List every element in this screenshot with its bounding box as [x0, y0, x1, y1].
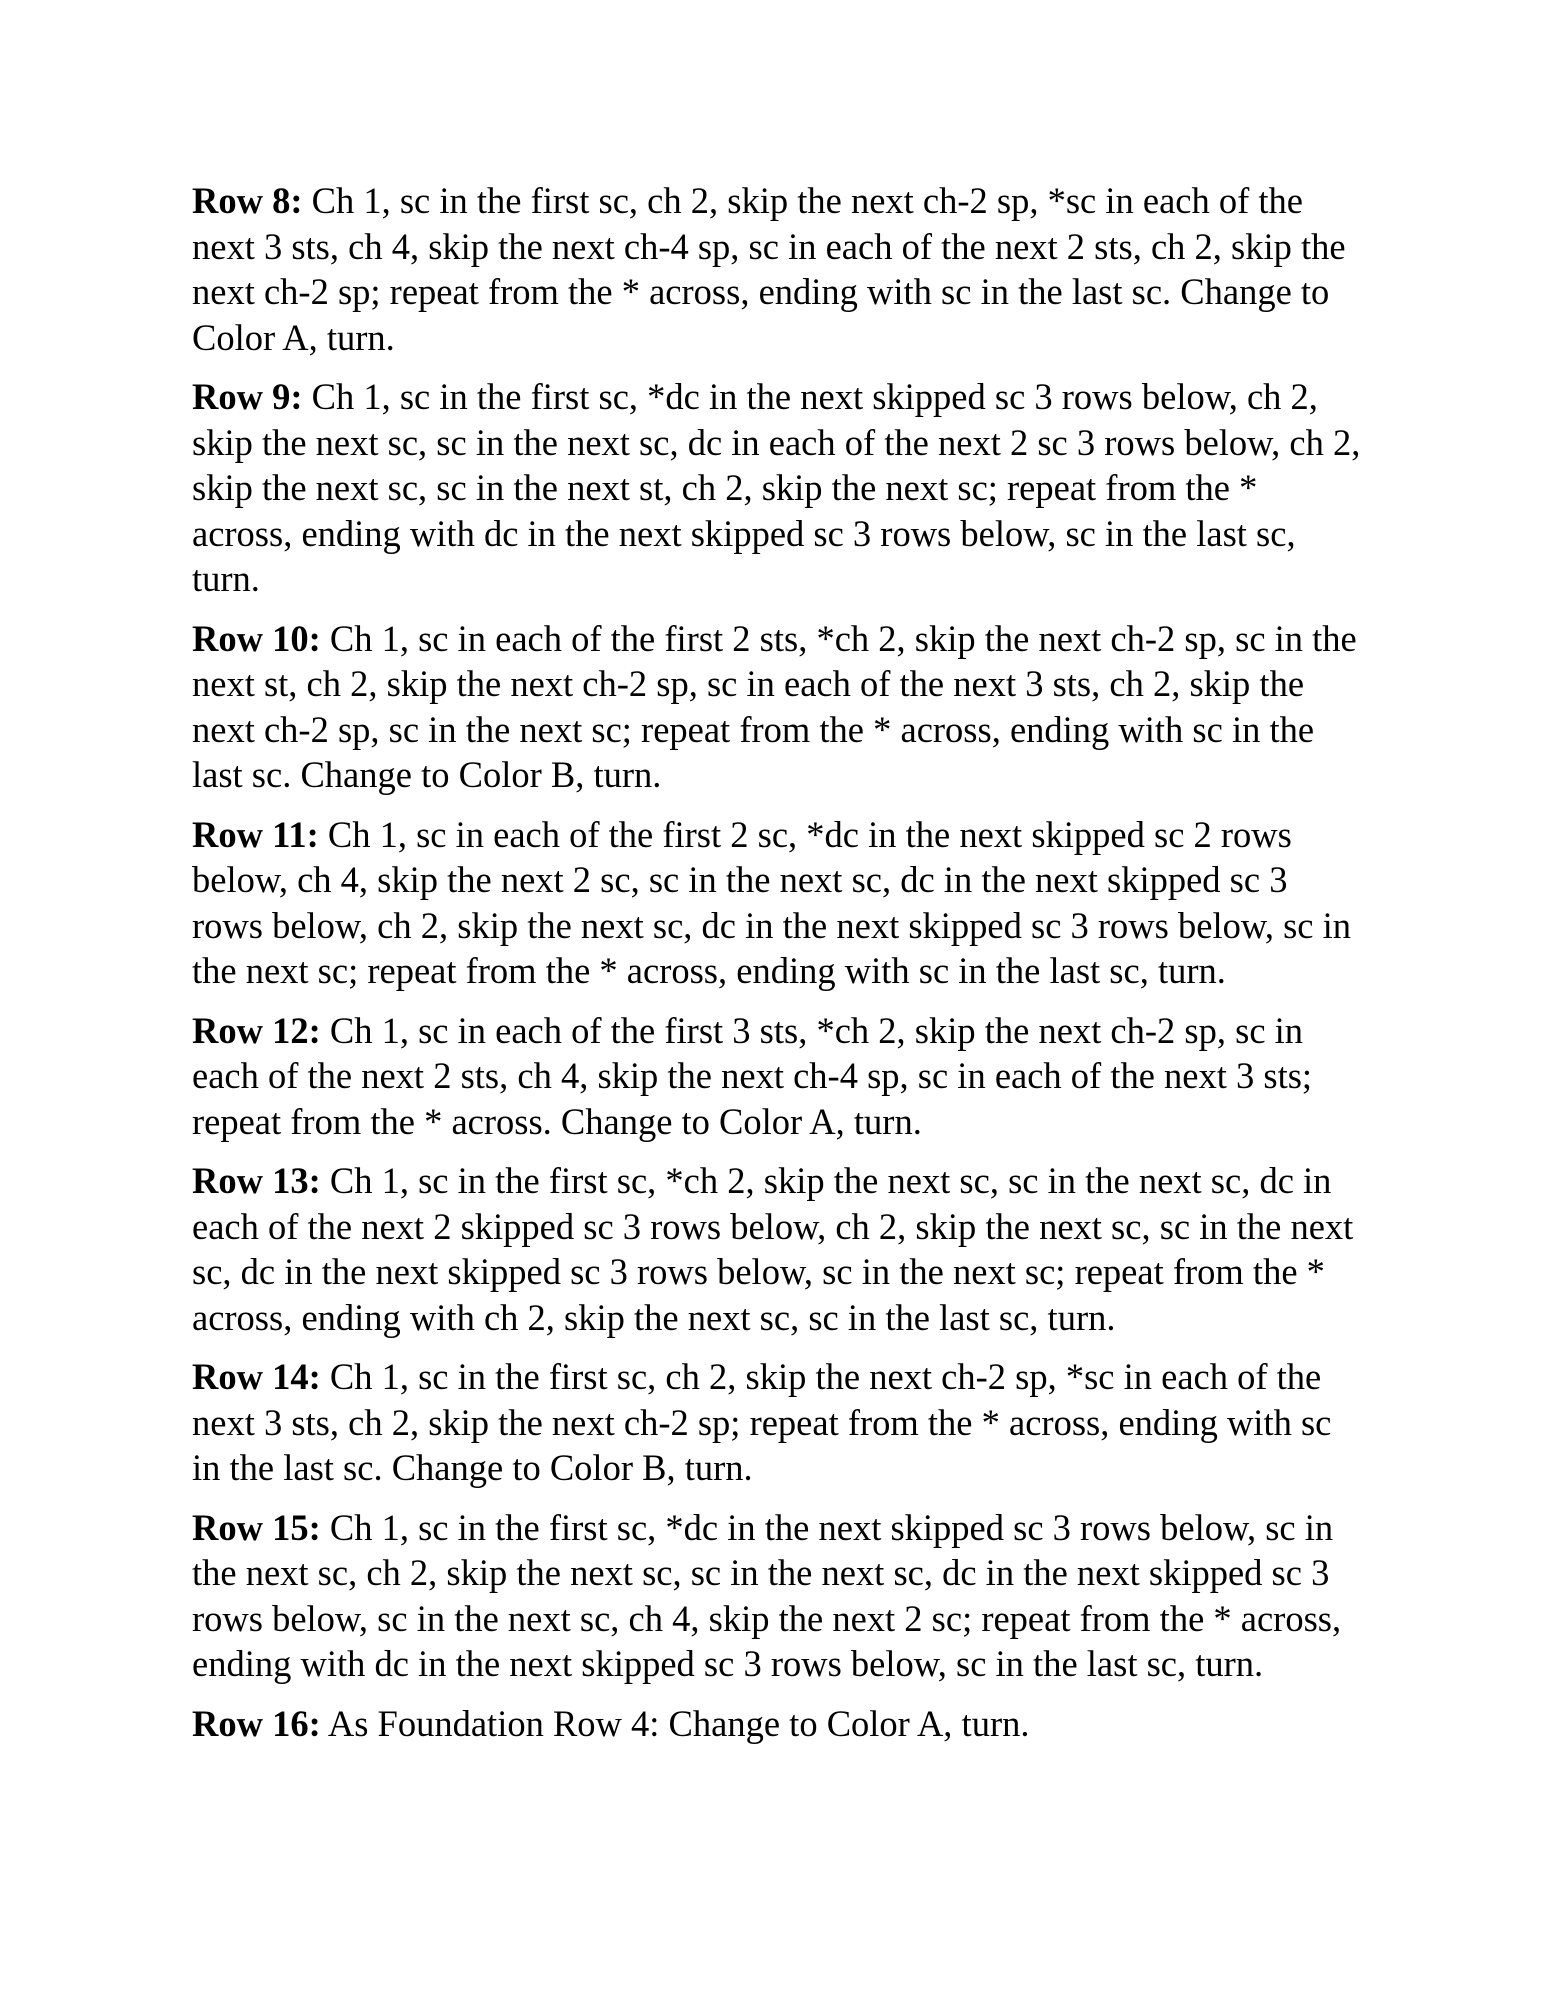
- row-16-label: Row 16:: [192, 1702, 321, 1744]
- row-12-text: Ch 1, sc in each of the first 3 sts, *ch 2, skip the next ch-2 sp, sc in each of the next 2 sts, ch 4, skip the next ch-4 sp, sc in each of the next 3 sts; repeat from the * across. Change to Color A, turn.: [192, 1009, 1313, 1142]
- row-9-paragraph: [192, 374, 1362, 602]
- row-15-text: Ch 1, sc in the first sc, *dc in the next skipped sc 3 rows below, sc in the next sc, ch 2, skip the next sc, sc in the next sc, dc in the next skipped sc 3 rows below, sc in the next sc, ch 4, skip the next 2 sc; repeat from the * across, ending with dc in the next skipped sc 3 rows below, sc in the last sc, turn.: [192, 1506, 1342, 1684]
- row-8-text: Ch 1, sc in the first sc, ch 2, skip the next ch-2 sp, *sc in each of the next 3 sts, ch 4, skip the next ch-4 sp, sc in each of the next 2 sts, ch 2, skip the next ch-2 sp; repeat from the * across, ending with sc in the last sc. Change to Color A, turn.: [192, 180, 1346, 358]
- row-11-label: Row 11:: [192, 813, 319, 855]
- row-13-text: Ch 1, sc in the first sc, *ch 2, skip the next sc, sc in the next sc, dc in each of the next 2 skipped sc 3 rows below, ch 2, skip the next sc, sc in the next sc, dc in the next skipped sc 3 rows below, sc in the next sc; repeat from the * across, ending with ch 2, skip the next sc, sc in the last sc, turn.: [192, 1160, 1354, 1338]
- row-12-label: Row 12:: [192, 1009, 321, 1051]
- row-8-paragraph: [192, 178, 1362, 360]
- pattern-instructions: [192, 178, 1362, 1760]
- row-8-label: Row 8:: [192, 180, 303, 221]
- row-15-label: Row 15:: [192, 1506, 321, 1548]
- row-10-text: Ch 1, sc in each of the first 2 sts, *ch 2, skip the next ch-2 sp, sc in the next st, ch 2, skip the next ch-2 sp, sc in each of the next 3 sts, ch 2, skip the next ch-2 sp, sc in the next sc; repeat from the * across, ending with sc in the last sc. Change to Color B, turn.: [192, 617, 1357, 795]
- row-15-paragraph: [192, 1505, 1362, 1687]
- row-13-label: Row 13:: [192, 1160, 321, 1201]
- row-14-label: Row 14:: [192, 1356, 321, 1397]
- row-11-paragraph: [192, 812, 1362, 994]
- row-14-paragraph: [192, 1354, 1362, 1491]
- row-9-label: Row 9:: [192, 376, 303, 417]
- row-13-paragraph: [192, 1158, 1362, 1340]
- row-10-paragraph: [192, 616, 1362, 798]
- row-16-paragraph: [192, 1701, 1362, 1747]
- row-14-text: Ch 1, sc in the first sc, ch 2, skip the next ch-2 sp, *sc in each of the next 3 sts, ch 2, skip the next ch-2 sp; repeat from the * across, ending with sc in the last sc. Change to Color B, turn.: [192, 1356, 1332, 1488]
- row-10-label: Row 10:: [192, 617, 321, 659]
- row-11-text: Ch 1, sc in each of the first 2 sc, *dc in the next skipped sc 2 rows below, ch 4, skip the next 2 sc, sc in the next sc, dc in the next skipped sc 3 rows below, ch 2, skip the next sc, dc in the next skipped sc 3 rows below, sc in the next sc; repeat from the * across, ending with sc in the last sc, turn.: [192, 813, 1351, 991]
- row-16-text: As Foundation Row 4: Change to Color A, turn.: [320, 1702, 1030, 1744]
- row-9-text: Ch 1, sc in the first sc, *dc in the next skipped sc 3 rows below, ch 2, skip the next sc, sc in the next sc, dc in each of the next 2 sc 3 rows below, ch 2, skip the next sc, sc in the next st, ch 2, skip the next sc; repeat from the * across, ending with dc in the next skipped sc 3 rows below, sc in the last sc, turn.: [192, 376, 1361, 599]
- row-12-paragraph: [192, 1008, 1362, 1145]
